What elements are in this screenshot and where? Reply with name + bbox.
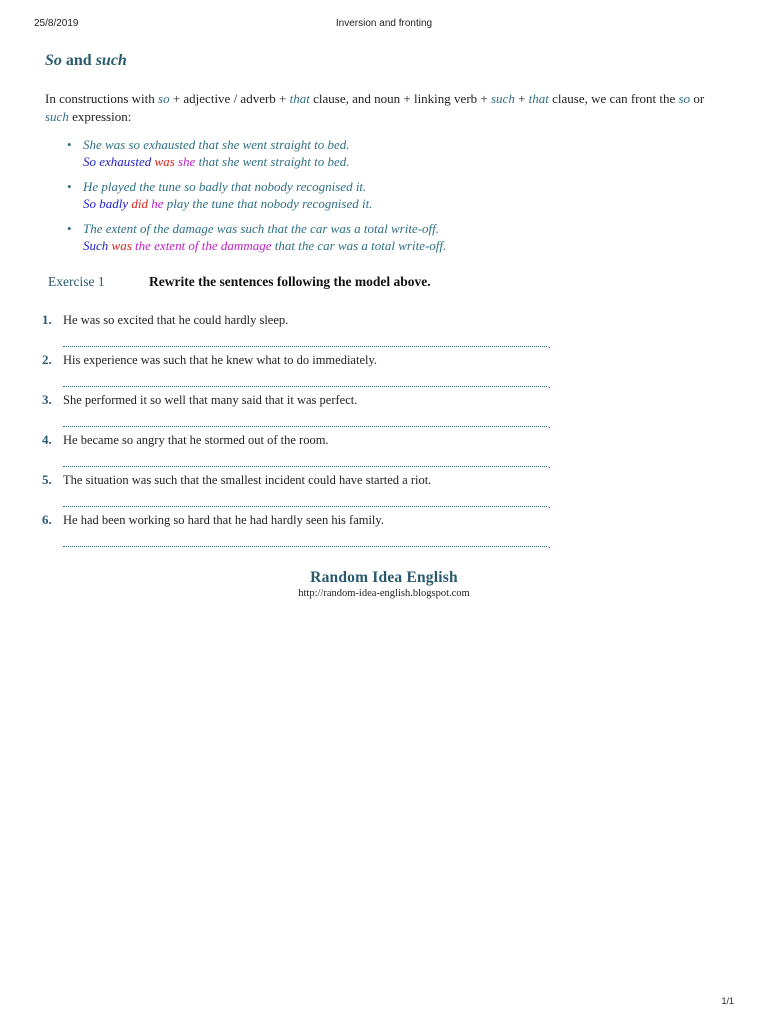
rest-of-sentence: that she went straight to bed. — [195, 154, 350, 169]
example-original: The extent of the damage was such that the car was a total write-off. — [83, 221, 440, 236]
section-title — [45, 52, 127, 70]
item-number: 5. — [42, 472, 52, 487]
intro-text: + adjective / adverb + — [169, 91, 290, 106]
brand-url[interactable]: http://random-idea-english.blogspot.com — [298, 588, 470, 599]
bullet-icon: • — [67, 137, 72, 152]
item-number: 1. — [42, 312, 52, 327]
exercise-label: Exercise 1 — [48, 274, 105, 289]
title-and: and — [61, 52, 96, 69]
title-such: such — [95, 52, 127, 69]
example-original: He played the tune so badly that nobody recognised it. — [83, 179, 367, 194]
inverted-subject: she — [174, 154, 196, 169]
inverted-verb: did — [128, 196, 149, 211]
line-end-dot: . — [548, 499, 551, 511]
exercise-heading — [48, 274, 431, 290]
intro-keyword: so — [678, 91, 691, 106]
exercise-list — [42, 312, 562, 552]
intro-text: In constructions with — [45, 91, 159, 106]
item-number: 2. — [42, 352, 52, 367]
fronted-phrase: Such — [83, 238, 109, 253]
intro-keyword: such — [45, 109, 69, 124]
exercise-item — [42, 352, 562, 392]
rest-of-sentence: that the car was a total write-off. — [271, 238, 447, 253]
item-sentence: The situation was such that the smallest incident could have started a riot. — [63, 473, 432, 487]
line-end-dot: . — [548, 419, 551, 431]
bullet-icon: • — [67, 179, 72, 194]
fronted-phrase: So badly — [83, 196, 129, 211]
example-item — [45, 220, 725, 254]
exercise-item — [42, 472, 562, 512]
intro-text: clause, we can front the — [548, 91, 679, 106]
intro-text: expression: — [68, 109, 132, 124]
item-sentence: He became so angry that he stormed out of the room. — [63, 433, 329, 447]
intro-text: + — [514, 91, 529, 106]
inverted-subject: he — [148, 196, 164, 211]
exercise-instruction: Rewrite the sentences following the model above. — [149, 274, 431, 289]
answer-line[interactable] — [63, 466, 547, 467]
print-date: 25/8/2019 — [34, 18, 79, 29]
bullet-icon: • — [67, 221, 72, 236]
item-sentence: His experience was such that he knew what to do immediately. — [63, 353, 378, 367]
exercise-item — [42, 392, 562, 432]
line-end-dot: . — [548, 379, 551, 391]
answer-line[interactable] — [63, 506, 547, 507]
line-end-dot: . — [548, 459, 551, 471]
intro-paragraph — [45, 90, 725, 126]
example-item — [45, 136, 725, 170]
example-list — [45, 136, 725, 262]
exercise-item — [42, 312, 562, 352]
brand-name: Random Idea English — [310, 569, 458, 586]
answer-line[interactable] — [63, 346, 547, 347]
item-number: 4. — [42, 432, 52, 447]
example-rewritten — [83, 237, 725, 254]
intro-keyword: that — [289, 91, 310, 106]
inverted-verb: was — [151, 154, 175, 169]
item-sentence: He was so excited that he could hardly sleep. — [63, 313, 289, 327]
intro-keyword: so — [158, 91, 170, 106]
intro-text: or — [690, 91, 705, 106]
example-rewritten — [83, 195, 725, 212]
item-number: 3. — [42, 392, 52, 407]
answer-line[interactable] — [63, 546, 547, 547]
answer-line[interactable] — [63, 426, 547, 427]
title-so: So — [45, 52, 62, 69]
answer-line[interactable] — [63, 386, 547, 387]
exercise-item — [42, 512, 562, 552]
line-end-dot: . — [548, 339, 551, 351]
intro-text: clause, and noun + linking verb + — [309, 91, 491, 106]
item-sentence: He had been working so hard that he had hardly seen his family. — [63, 513, 384, 527]
inverted-subject: the extent of the dammage — [131, 238, 272, 253]
rest-of-sentence: play the tune that nobody recognised it. — [163, 196, 373, 211]
item-sentence: She performed it so well that many said that it was perfect. — [63, 393, 358, 407]
inverted-verb: was — [108, 238, 132, 253]
example-item — [45, 178, 725, 212]
intro-keyword: such — [490, 91, 515, 106]
example-original: She was so exhausted that she went straight to bed. — [83, 137, 350, 152]
line-end-dot: . — [548, 539, 551, 551]
page-number: 1/1 — [721, 996, 734, 1006]
intro-keyword: that — [528, 91, 549, 106]
example-rewritten — [83, 153, 725, 170]
fronted-phrase: So exhausted — [83, 154, 152, 169]
print-title: Inversion and fronting — [335, 18, 433, 29]
exercise-item — [42, 432, 562, 472]
item-number: 6. — [42, 512, 52, 527]
